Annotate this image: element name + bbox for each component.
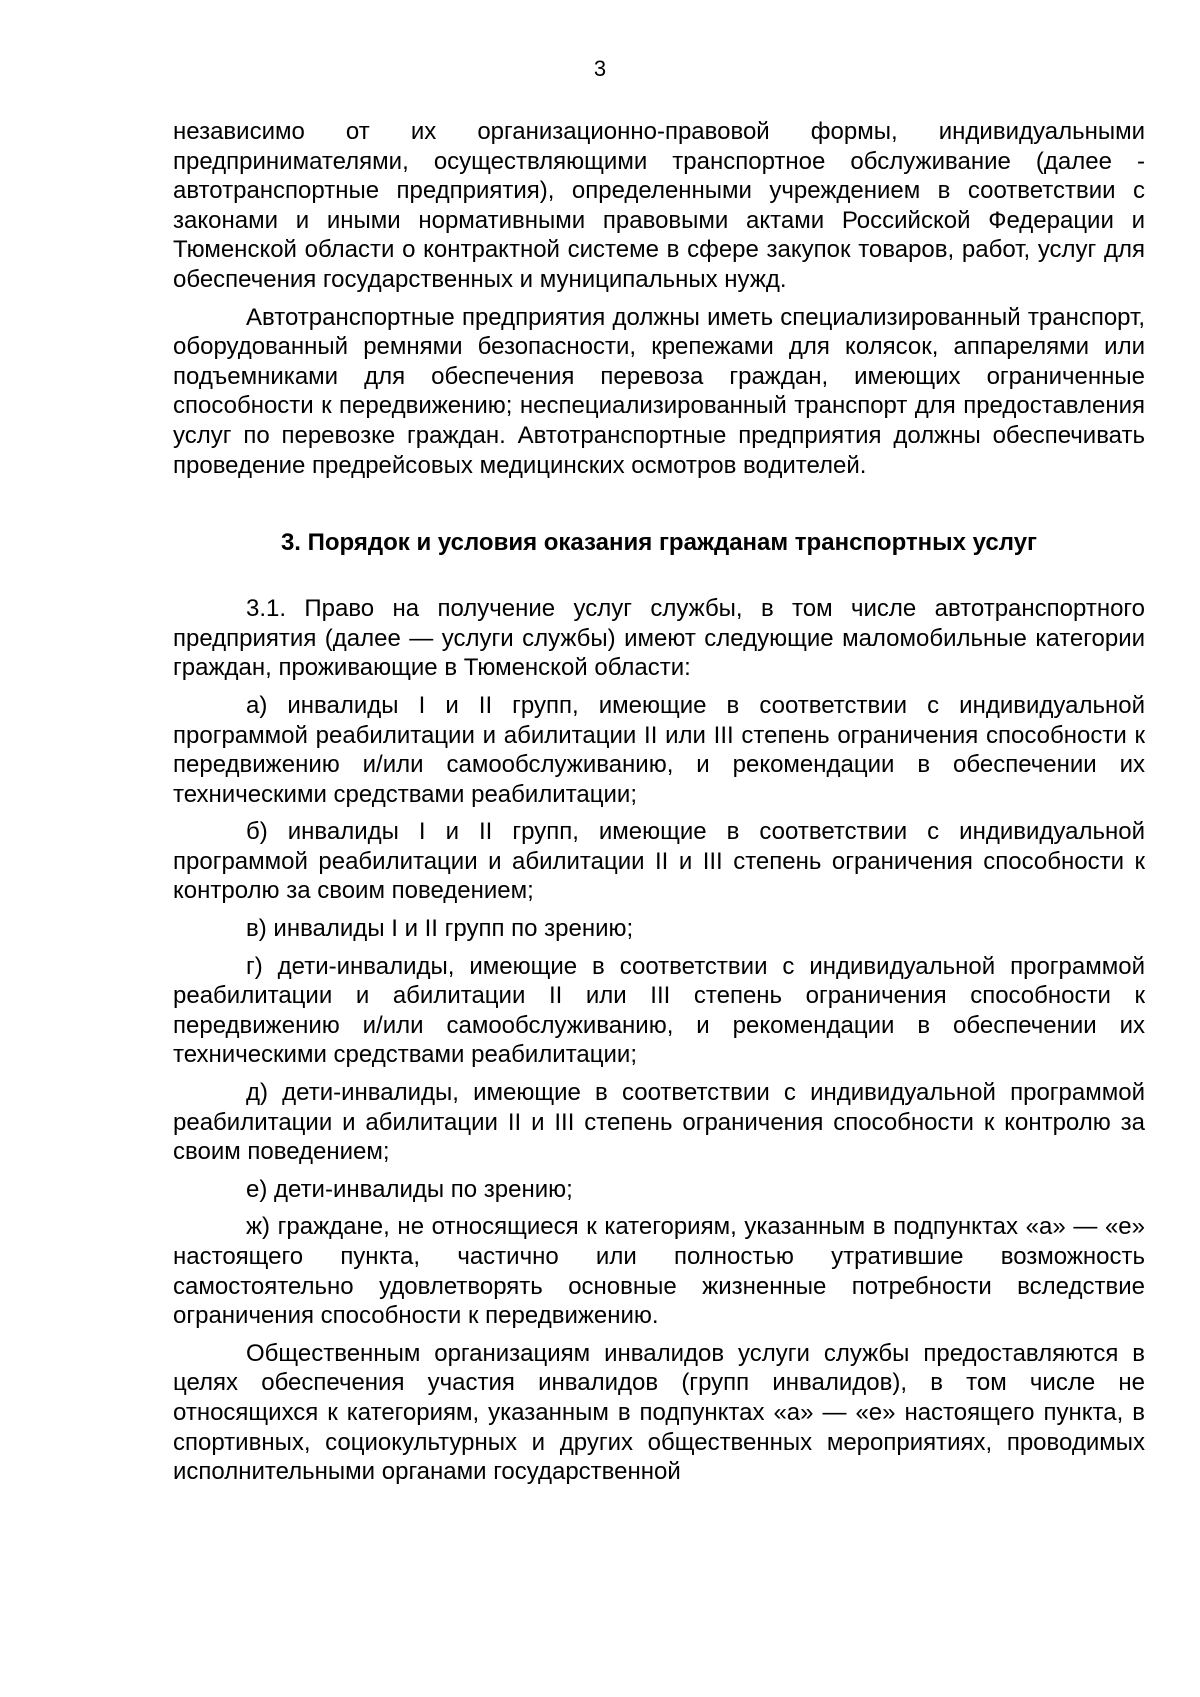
list-item-b: б) инвалиды I и II групп, имеющие в соответствии с индивидуальной программой реабилитации и абилитации II и III степень ограничения способности к контролю за своим поведением; (173, 818, 1145, 905)
paragraph-public-organizations: Общественным организациям инвалидов услуги службы предоставляются в целях обеспечения участия инвалидов (групп инвалидов), в том числе не относящихся к категориям, указанным в подпунктах «а» — «е» настоящего пункта, в спортивных, социокультурных и других общественных мероприятиях, проводимых исполнительными органами государственной (173, 1339, 1145, 1486)
document-body (173, 117, 1145, 1495)
list-item-zh: ж) граждане, не относящиеся к категориям, указанным в подпунктах «а» — «е» настоящего пункта, частично или полностью утратившие возможность самостоятельно удовлетворять основные жизненные потребности вследствие ограничения способности к передвижению. (173, 1213, 1145, 1330)
section-heading: 3. Порядок и условия оказания гражданам транспортных услуг (280, 529, 1038, 557)
paragraph-transport-requirements: Автотранспортные предприятия должны иметь специализированный транспорт, оборудованный ремнями безопасности, крепежами для колясок, аппарелями или подъемниками для обеспечения перевоза граждан, имеющих ограниченные способности к передвижению; неспециализированный транспорт для предоставления услуг по перевозке граждан. Автотранспортные предприятия должны обеспечивать проведение предрейсовых медицинских осмотров водителей. (173, 303, 1145, 479)
page-number: 3 (593, 56, 607, 81)
list-item-v: в) инвалиды I и II групп по зрению; (246, 915, 634, 943)
paragraph-continuation: независимо от их организационно-правовой формы, индивидуальными предпринимателями, осуществляющими транспортное обслуживание (далее - автотранспортные предприятия), определенными учреждением в соответствии с законами и иными нормативными правовыми актами Российской Федерации и Тюменской области о контрактной системе в сфере закупок товаров, работ, услуг для обеспечения государственных и муниципальных нужд. (173, 118, 1145, 293)
list-item-a: а) инвалиды I и II групп, имеющие в соответствии с индивидуальной программой реабилитации и абилитации II или III степень ограничения способности к передвижению и/или самообслуживанию, и рекомендации в обеспечении их техническими средствами реабилитации; (173, 691, 1145, 808)
list-item-g: г) дети-инвалиды, имеющие в соответствии с индивидуальной программой реабилитации и абилитации II или III степень ограничения способности к передвижению и/или самообслуживанию, и рекомендации в обеспечении их техническими средствами реабилитации; (173, 952, 1145, 1069)
paragraph-3-1: 3.1. Право на получение услуг службы, в том числе автотранспортного предприятия (далее — услуги службы) имеют следующие маломобильные категории граждан, проживающие в Тюменской области: (173, 595, 1145, 682)
list-item-e: е) дети-инвалиды по зрению; (246, 1175, 573, 1203)
list-item-d: д) дети-инвалиды, имеющие в соответствии с индивидуальной программой реабилитации и абилитации II и III степень ограничения способности к контролю за своим поведением; (173, 1079, 1145, 1166)
